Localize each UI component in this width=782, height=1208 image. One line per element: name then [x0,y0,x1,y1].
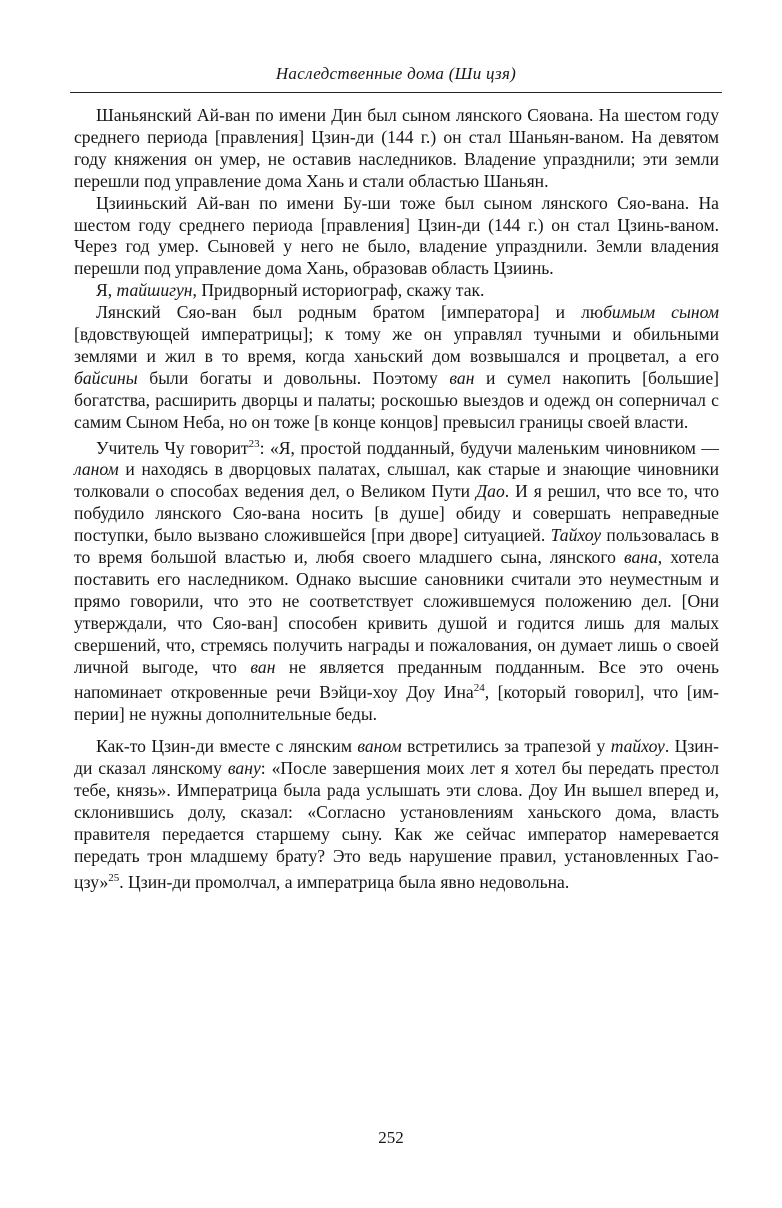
italic-term: вана [623,546,658,567]
italic-term: ланом [74,459,119,480]
text-run: : «Я, простой подданный, будучи маленьким чиновником — [259,437,719,458]
paragraph [74,105,719,193]
text-run: Учитель Чу говорит [96,437,249,458]
text-run: пользовалась в то время большой властью и, любя своего младшего сына, лянского [74,525,719,567]
footnote-marker: 25 [108,871,120,884]
paragraph [74,736,719,893]
text-run: Шаньянский Ай-ван по имени Дин был сыном лянского Сяована. На шестом году среднего периода [правления] Цзин-ди (144 г.) он стал Шаньян-ваном. На девятом году княжения он умер, не оставив наследников. Владение упразднили; эти земли перешли под управление дома Хань и стали областью Шаньян. [74,105,719,191]
italic-term: вану [227,758,261,778]
text-run: , хотела поставить его наследником. Однако высшие сановники считали это неуместным и прямо говорили, что это не соответствует сложившемуся положению дел. [Они утверждали, что Сяо-ван] способен кривить душой и годится лишь для малых свершений, что, стремясь получить награды и пожалования, он думает лишь о своей личной выгоде, что [74,546,719,677]
text-run: . И я решил, что все то, что побудило лянского Сяо-вана носить [в душе] обиду и совершать неправедные поступки, было вызвано сложившейся [при дворе] ситуацией. [74,481,719,546]
text-run: и находясь в дворцовых палатах, слышал, как старые и знающие чиновники толковали о способах ведения дел, о Великом Пути [74,459,719,502]
text-body [74,105,719,893]
italic-term: Дао [475,481,505,502]
text-run: [вдовствующей императрицы]; к тому же он управлял тучными и обильными землями и жил в то время, когда ханьский дом возвышался и процветал, а его [74,324,719,366]
italic-term: бимым сыном [603,302,719,323]
italic-term: тайшигун [116,280,193,301]
text-run: . Цзин-ди сказал лянскому [74,736,719,778]
header-rule [70,92,722,93]
text-run: не является преданным подданным. Все это очень напоминает откровенные речи Вэйци-хоу Доу Ина [74,656,719,703]
text-run: Как-то Цзин-ди вместе с лянским [96,736,358,757]
text-run: , Придворный историограф, скажу так. [192,280,485,301]
text-run: Лянский Сяо-ван был родным братом [императора] и лю [96,302,604,323]
footnote-marker: 24 [473,682,485,695]
text-run: были богаты и довольны. Поэтому [137,367,450,388]
text-run: Я, [96,280,117,301]
italic-term: тайхоу [610,736,665,757]
italic-term: ван [449,367,475,388]
running-header: Наследственные дома (Ши цзя) [275,64,517,83]
text-run: , [который говорил], что [империи] не нужны дополнительные беды. [74,682,719,725]
italic-term: ван [250,656,276,677]
paragraph [74,280,719,302]
text-run: : «После завершения моих лет я хотел бы передать престол тебе, князь». Императрица была рада услышать эти слова. Доу Ин вышел вперед и, склонившись долу, сказал: «Согласно установлениям ханьского дома, власть правителя передается старшему сыну. Как же сейчас император намеревается передать трон младшему брату? Это ведь нарушение правил, установленных Гаоцзу» [74,758,719,892]
italic-term: Тайхоу [550,525,602,546]
footnote-marker: 23 [248,437,260,450]
paragraph [74,302,719,433]
paragraph [74,193,719,281]
paragraph [74,434,719,727]
italic-term: байсины [74,367,138,388]
text-run: Цзииньский Ай-ван по имени Бу-ши тоже был сыном лянского Сяо-вана. На шестом году среднего периода [правления] Цзин-ди (144 г.) он стал Цзинь-ваном. Через год умер. Сыновей у него не было, владение упразднили. Земли владения перешли под управление дома Хань, образовав область Цзиинь. [74,192,719,279]
text-run: и сумел накопить [большие] богатства, расширить дворцы и палаты; роскошью выездов и одежд он соперничал с самим Сыном Неба, но он тоже [в конце концов] превысил границы своей власти. [74,367,719,432]
page-number: 252 [378,1128,404,1147]
text-run: . Цзин-ди промолчал, а императрица была явно недовольна. [119,871,570,892]
text-run: встретились за трапезой у [401,736,611,757]
italic-term: ваном [357,736,402,757]
